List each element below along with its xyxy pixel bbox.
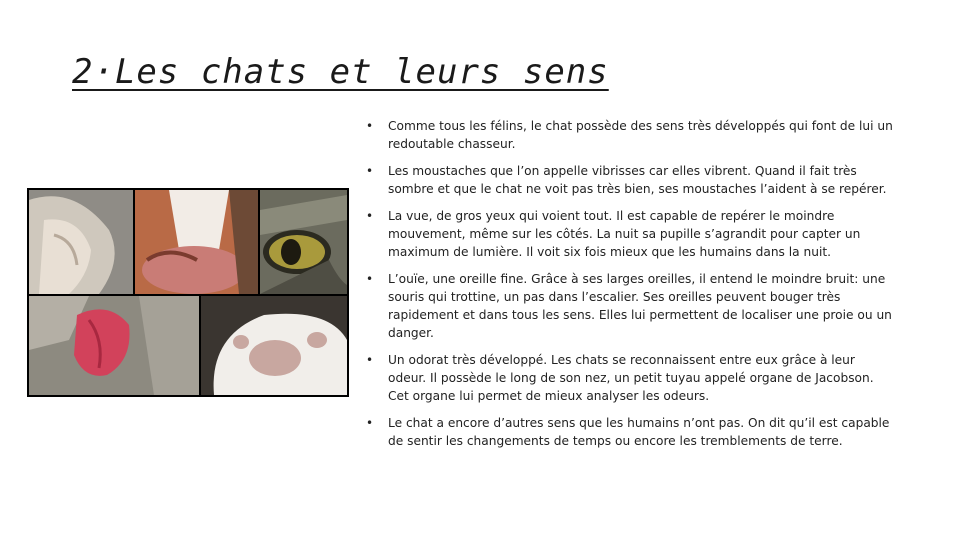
bullet-item: • Un odorat très développé. Les chats se reconnaissent entre eux grâce à leur odeur. Il possède le long de son nez, un petit tuyau appelé organe de Jacobson. Cet organe lui permet de mieux analyser les odeurs. xyxy=(366,351,896,405)
slide-title: 2·Les chats et leurs sens xyxy=(72,52,609,92)
cat-nose-photo xyxy=(135,190,258,294)
bullet-item: • La vue, de gros yeux qui voient tout. Il est capable de repérer le moindre mouvement, même sur les côtés. La nuit sa pupille s’agrandit pour capter un maximum de lumière. Il voit six fois mieux que les humains dans la nuit. xyxy=(366,207,896,261)
senses-bullet-list xyxy=(366,117,896,459)
cat-senses-collage xyxy=(27,188,349,397)
bullet-item: • Comme tous les félins, le chat possède des sens très développés qui font de lui un redoutable chasseur. xyxy=(366,117,896,153)
cat-ear-photo xyxy=(29,190,133,294)
cat-paw-photo xyxy=(201,296,347,395)
bullet-item: • Le chat a encore d’autres sens que les humains n’ont pas. On dit qu’il est capable de sentir les changements de temps ou encore les tremblements de terre. xyxy=(366,414,896,450)
bullet-item: • L’ouïe, une oreille fine. Grâce à ses larges oreilles, il entend le moindre bruit: une souris qui trottine, un pas dans l’escalier. Ses oreilles peuvent bouger très rapidement et dans tous les sens. Elles lui permettent de localiser une proie ou un danger. xyxy=(366,270,896,342)
bullet-item: • Les moustaches que l’on appelle vibrisses car elles vibrent. Quand il fait très sombre et que le chat ne voit pas très bien, ses moustaches l’aident à se repérer. xyxy=(366,162,896,198)
cat-eye-photo xyxy=(260,190,347,294)
cat-tongue-photo xyxy=(29,296,199,395)
